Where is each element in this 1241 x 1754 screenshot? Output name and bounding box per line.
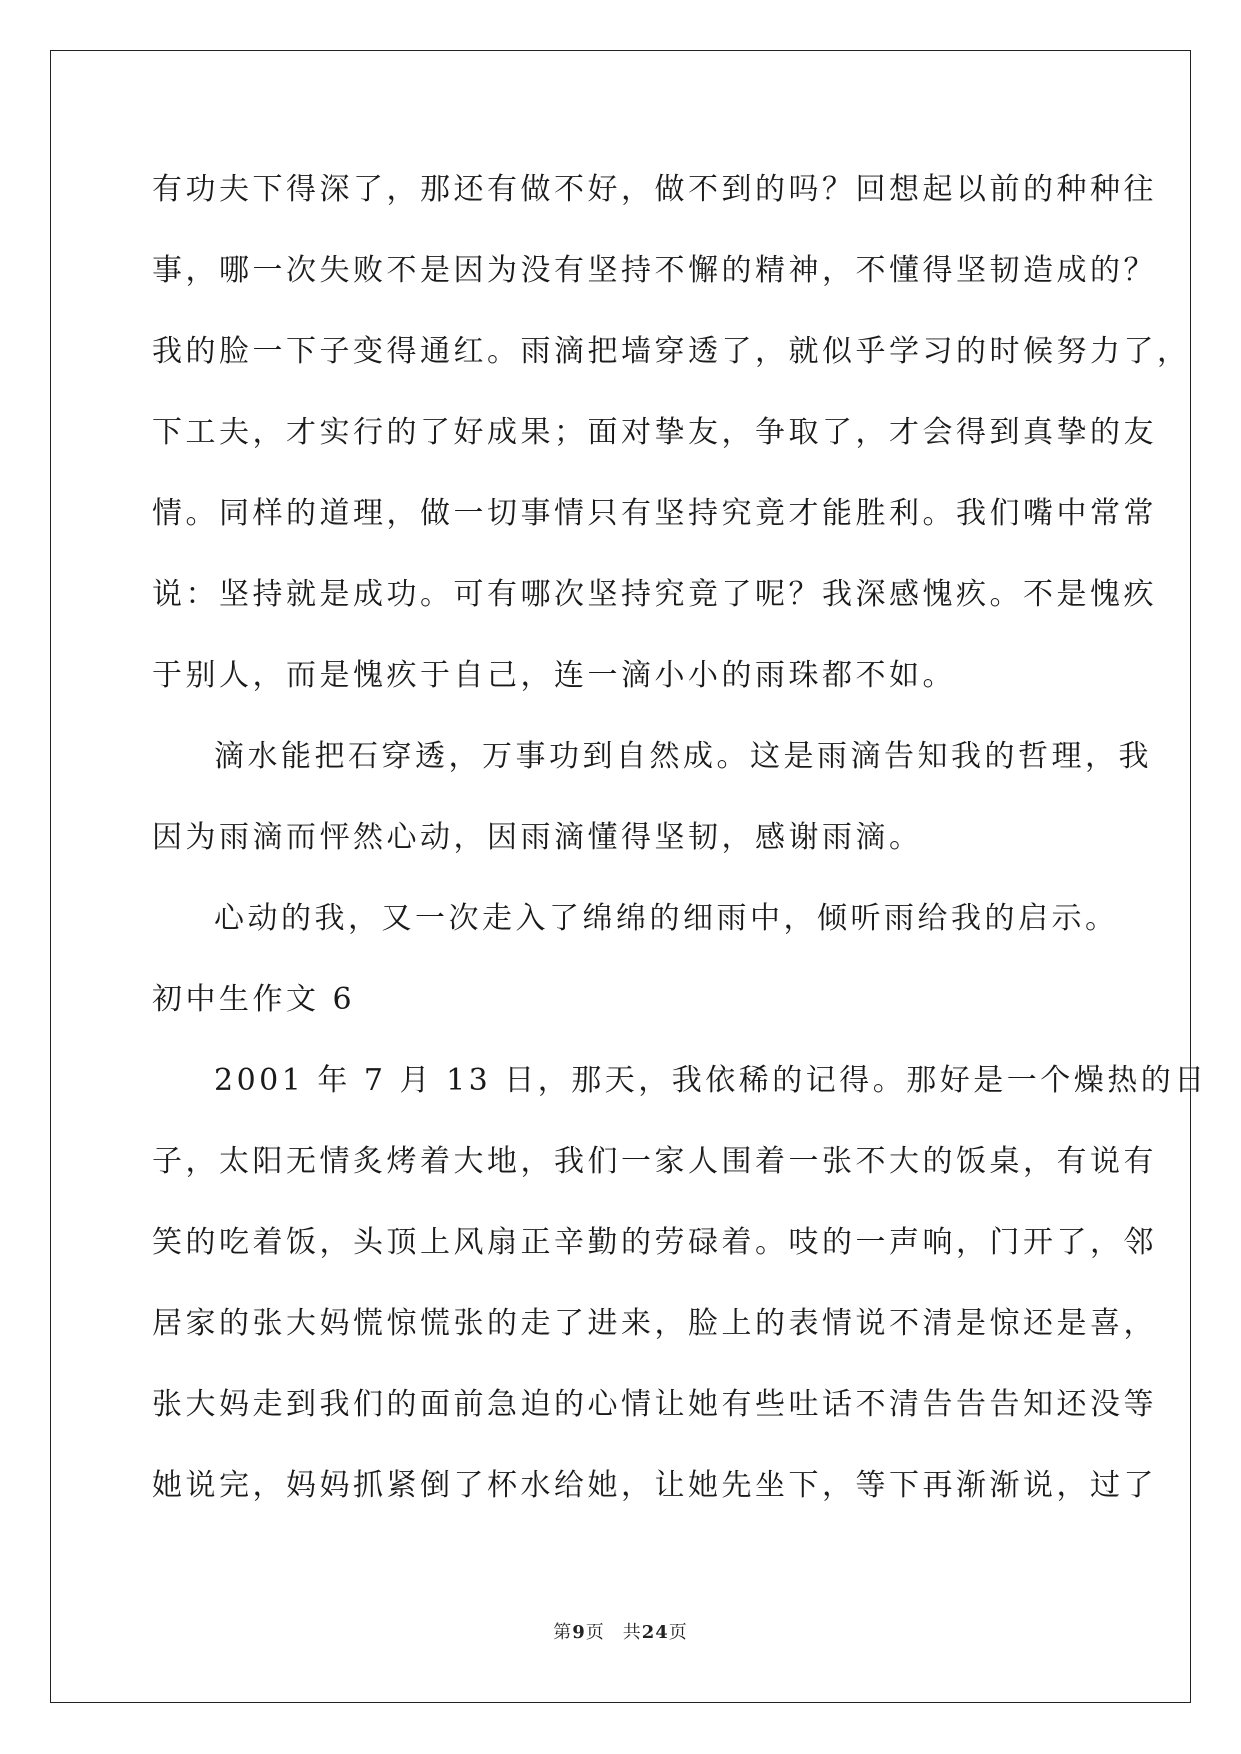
text-line: 下工夫，才实行的了好成果；面对挚友，争取了，才会得到真挚的友 [152,415,1157,450]
text-line: 情。同样的道理，做一切事情只有坚持究竟才能胜利。我们嘴中常常 [152,496,1157,531]
total-pages: 24 [641,1622,669,1643]
page-prefix: 第 [553,1622,573,1643]
text-line: 居家的张大妈慌惊慌张的走了进来，脸上的表情说不清是惊还是喜， [152,1306,1157,1341]
text-line: 笑的吃着饭，头顶上风扇正辛勤的劳碌着。吱的一声响，门开了，邻 [152,1225,1157,1260]
text-line: 2001 年 7 月 13 日，那天，我依稀的记得。那好是一个燥热的日 [214,1063,1208,1098]
text-line: 她说完，妈妈抓紧倒了杯水给她，让她先坐下，等下再渐渐说，过了 [152,1468,1157,1503]
text-line: 心动的我，又一次走入了绵绵的细雨中，倾听雨给我的启示。 [214,901,1119,936]
text-line: 滴水能把石穿透，万事功到自然成。这是雨滴告知我的哲理，我 [214,739,1152,774]
page-footer [0,1618,1241,1644]
text-line: 事，哪一次失败不是因为没有坚持不懈的精神，不懂得坚韧造成的？ [152,253,1157,288]
document-body [152,160,1208,1537]
text-line: 于别人，而是愧疚于自己，连一滴小小的雨珠都不如。 [152,658,956,693]
page-number: 9 [572,1622,586,1643]
text-line: 初中生作文 6 [152,982,356,1017]
text-line: 说：坚持就是成功。可有哪次坚持究竟了呢？我深感愧疚。不是愧疚 [152,577,1157,612]
page-suffix: 页 [585,1622,605,1643]
text-line: 子，太阳无情炙烤着大地，我们一家人围着一张不大的饭桌，有说有 [152,1144,1157,1179]
text-line: 有功夫下得深了，那还有做不好，做不到的吗？回想起以前的种种往 [152,172,1157,207]
total-prefix: 共 [622,1622,642,1643]
text-line: 我的脸一下子变得通红。雨滴把墙穿透了，就似乎学习的时候努力了， [152,334,1191,369]
text-line: 因为雨滴而怦然心动，因雨滴懂得坚韧，感谢雨滴。 [152,820,923,855]
text-line: 张大妈走到我们的面前急迫的心情让她有些吐话不清告告告知还没等 [152,1387,1157,1422]
total-suffix: 页 [668,1622,688,1643]
